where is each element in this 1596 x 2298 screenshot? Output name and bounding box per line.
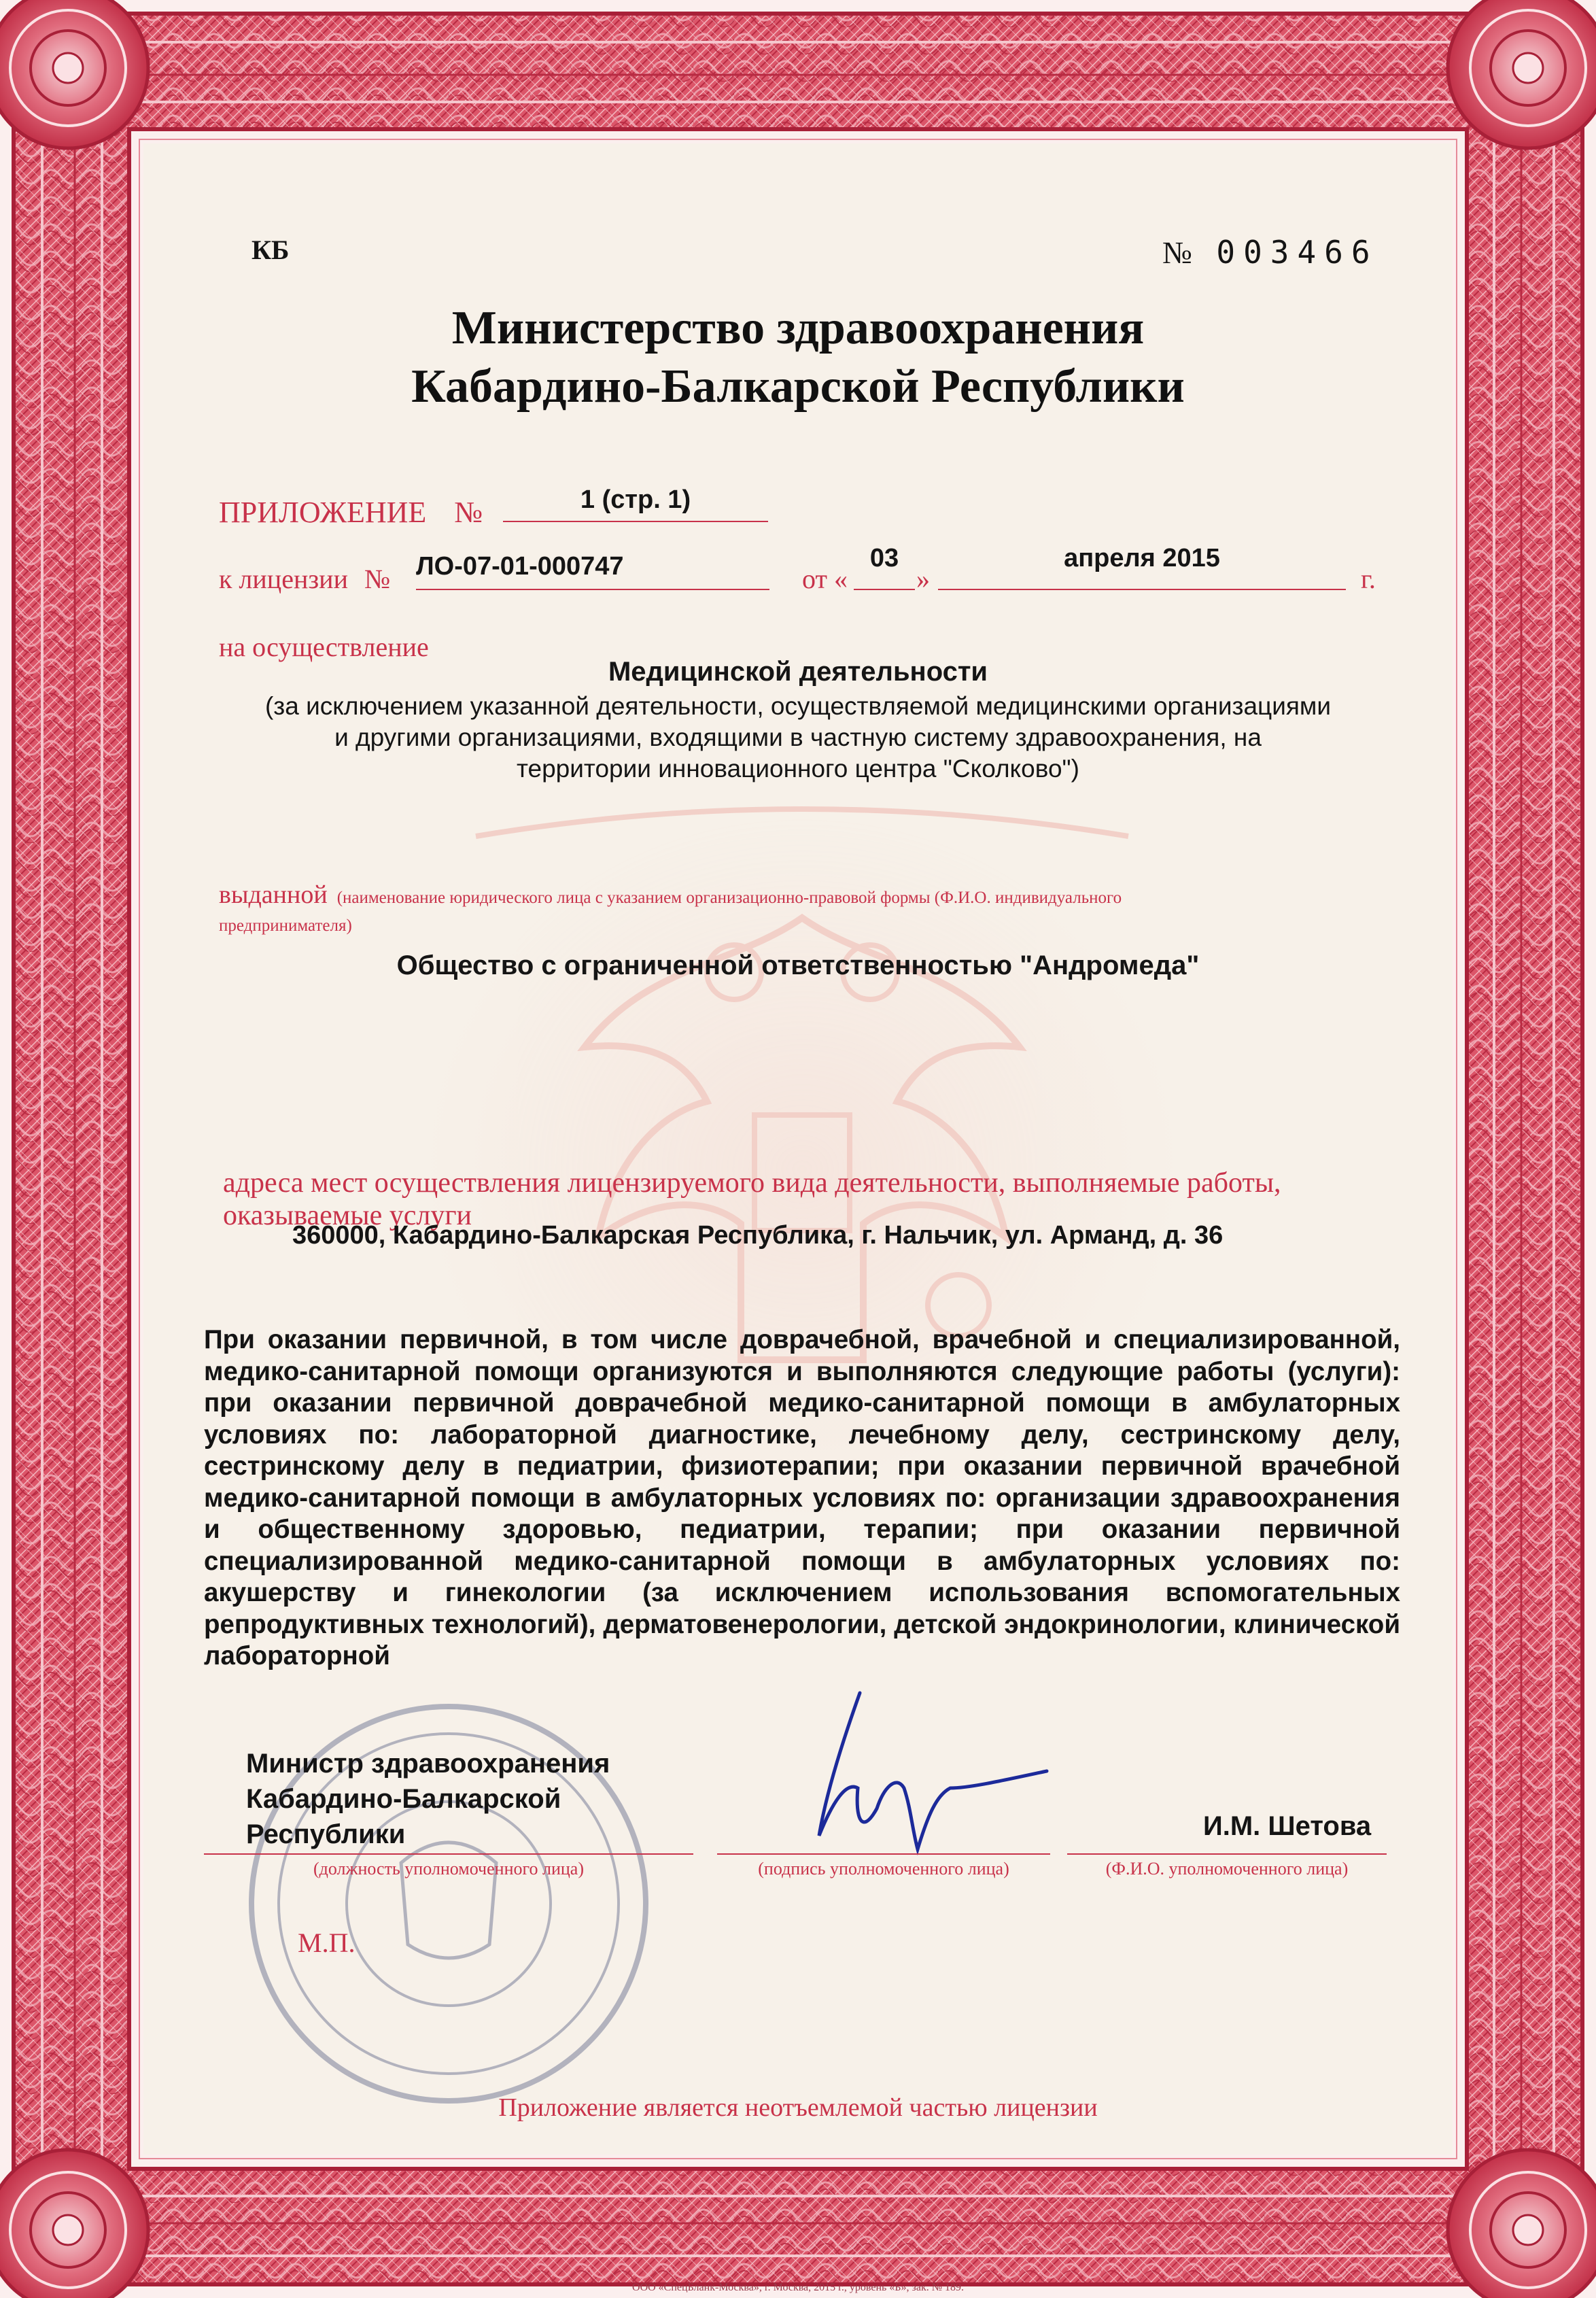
signer-position-line2: Кабардино-Балкарской (246, 1784, 561, 1814)
license-month-underline (938, 589, 1346, 590)
series-label: КБ (251, 235, 290, 265)
license-number: ЛО-07-01-000747 (416, 552, 624, 581)
printer-imprint: ООО «СпецБланк-Москва», г. Москва, 2015 г., уровень «Б», зак. № 189. (632, 2282, 964, 2293)
issued-hint-line1: (наименование юридического лица с указанием организационно-правовой формы (Ф.И.О. индивидуального (336, 889, 1122, 907)
license-label (219, 563, 390, 595)
services-text: При оказании первичной, в том числе доврачебной, врачебной и специализированной, медико-санитарной помощи организуются и выполняются следующие работы (услуги): при оказании первичной доврачебной медико-санитарной помощи в амбулаторных условиях по: лабораторной диагностике, лечебному делу, сестринскому делу, сестринскому делу в педиатрии, физиотерапии; при оказании первичной врачебной медико-санитарной помощи в амбулаторных условиях по: организации здравоохранения и общественному здоровью, педиатрии, терапии; при оказании первичной специализированной медико-санитарной помощи в амбулаторных условиях по: акушерству и гинекологии (за исключением использования вспомогательных репродуктивных технологий), дерматовенерологии, детской эндокринологии, клинической лабораторной (204, 1325, 1400, 1670)
license-word: к лицензии (219, 564, 348, 594)
footer-note: Приложение является неотъемлемой частью лицензии (498, 2093, 1098, 2122)
signature-underline (717, 1853, 1050, 1855)
caption-position: (должность уполномоченного лица) (313, 1859, 584, 1879)
name-underline (1067, 1853, 1387, 1855)
license-number-underline (416, 589, 769, 590)
activity-label: на осуществление (219, 632, 429, 662)
appendix-number-sign: № (454, 496, 483, 529)
activity-desc-line3: территории инновационного центра "Сколково") (516, 755, 1080, 783)
license-day: 03 (869, 544, 899, 572)
license-number-sign: № (364, 564, 391, 594)
appendix-value: 1 (стр. 1) (580, 485, 691, 514)
position-underline (204, 1853, 693, 1855)
address-label-line1: адреса мест осуществления лицензируемого вида деятельности, выполняемые работы, (223, 1167, 1281, 1199)
license-year-suffix: г. (1361, 564, 1376, 594)
issued-hint-line2: предпринимателя) (219, 916, 352, 935)
ministry-title-line1: Министерство здравоохранения (451, 302, 1145, 354)
appendix-underline (503, 521, 768, 522)
activity-desc-line2: и другими организациями, входящими в частную систему здравоохранения, на (334, 723, 1262, 751)
signer-name: И.М. Шетова (1203, 1811, 1372, 1841)
ministry-title-line2: Кабардино-Балкарской Республики (411, 360, 1185, 413)
activity-desc-line1: (за исключением указанной деятельности, осуществляемой медицинскими организациями (264, 692, 1332, 720)
license-day-underline (854, 589, 915, 590)
issued-label-block (219, 882, 1388, 912)
number-prefix: № (1162, 235, 1192, 270)
license-from-label: от « (802, 564, 848, 594)
caption-signature: (подпись уполномоченного лица) (758, 1859, 1009, 1879)
form-number (1162, 234, 1378, 271)
number-value: 003466 (1216, 234, 1378, 271)
appendix-word: ПРИЛОЖЕНИЕ (219, 496, 427, 529)
address-value: 360000, Кабардино-Балкарская Республика, г. Нальчик, ул. Арманд, д. 36 (292, 1221, 1224, 1250)
license-day-close: » (916, 564, 930, 594)
activity-title: Медицинской деятельности (608, 657, 988, 687)
address-label-line2: оказываемые услуги (223, 1200, 472, 1231)
seal-label: М.П. (298, 1927, 355, 1958)
signer-position-line1: Министр здравоохранения (246, 1749, 610, 1779)
caption-name: (Ф.И.О. уполномоченного лица) (1105, 1859, 1349, 1879)
appendix-label (219, 495, 483, 530)
organization-name: Общество с ограниченной ответственностью "Андромеда" (396, 950, 1200, 980)
issued-label: выданной (219, 880, 328, 909)
signer-position-line3: Республики (246, 1819, 406, 1849)
license-month-year: апреля 2015 (1064, 544, 1220, 572)
